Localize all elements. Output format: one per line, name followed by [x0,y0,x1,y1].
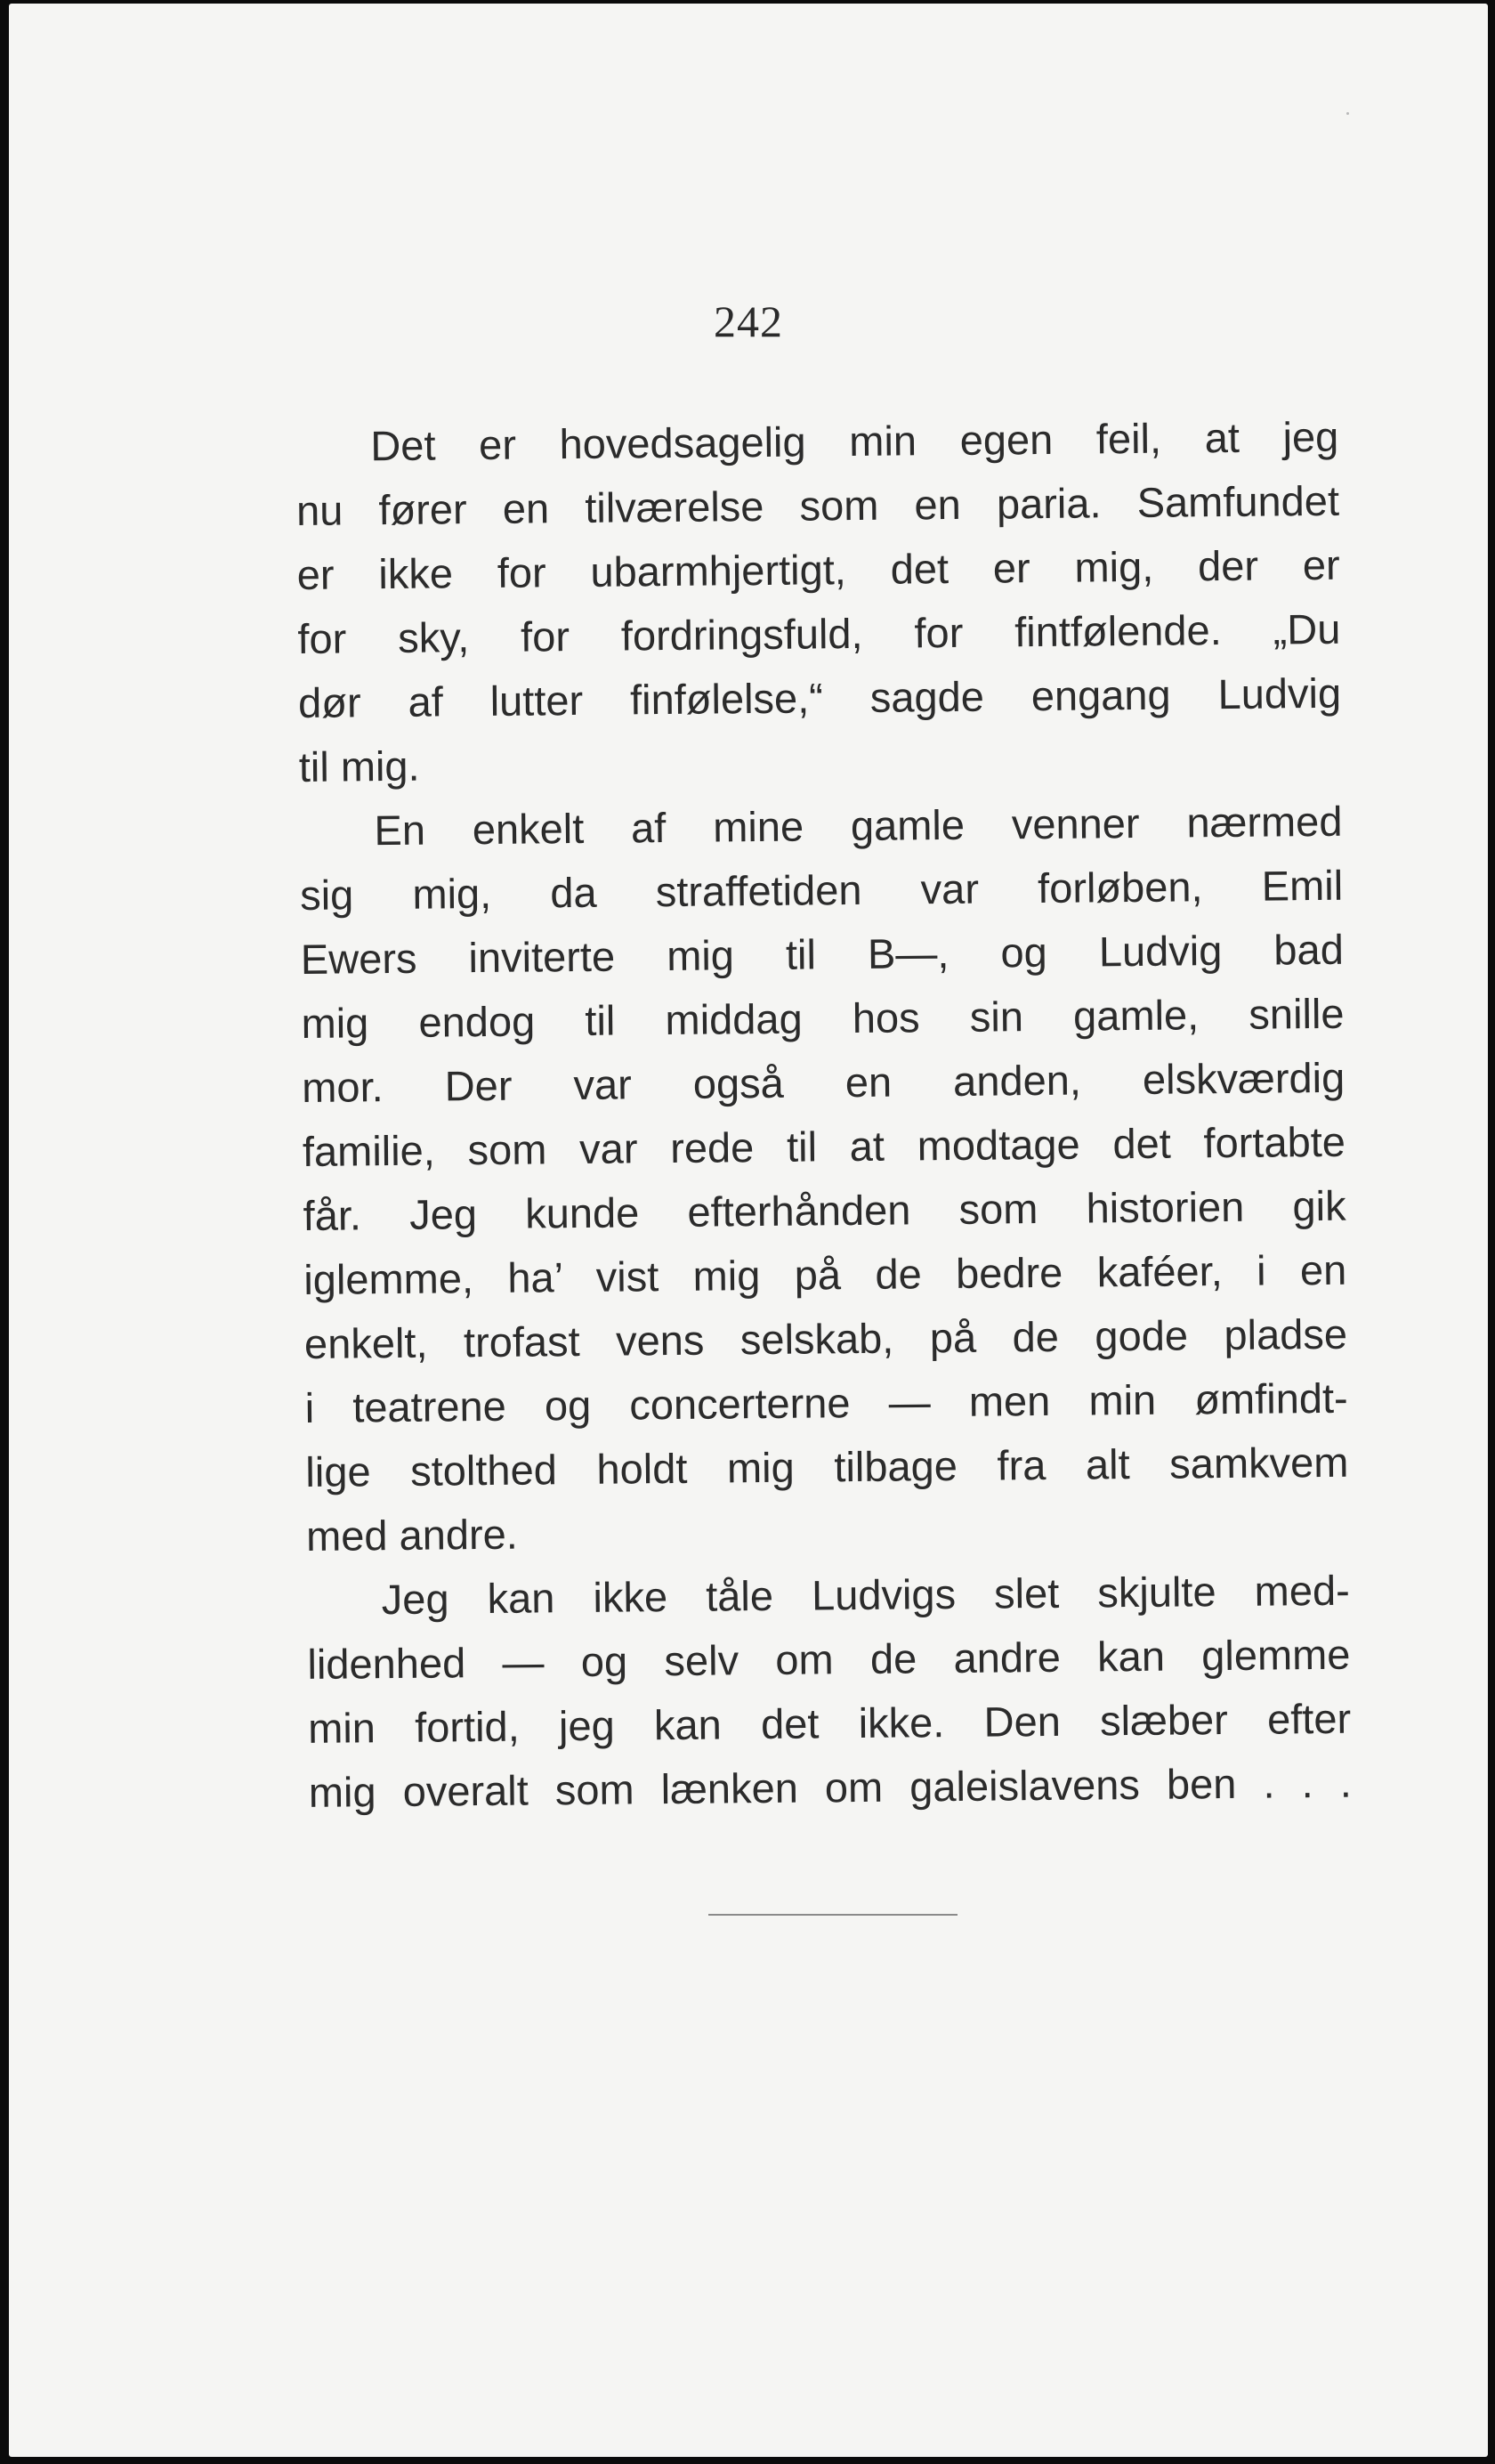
paragraph-3-line-3: min fortid, jeg kan det ikke. Den slæber efter [307,1694,1352,1752]
paragraph-3-line-4: mig overalt som lænken om galeislavens ben . . . [308,1758,1353,1816]
paragraph-1-line-2: nu fører en tilværelse som en paria. Samfundet [295,476,1340,534]
paragraph-2-line-7: får. Jeg kunde efterhånden som historien gik [303,1181,1346,1239]
paragraph-1-line-5: dør af lutter finfølelse,“ sagde engang Ludvig [297,669,1342,726]
paragraph-1-line-1: Det er hovedsagelig min egen feil, at jeg [370,412,1339,470]
paragraph-2-line-3: Ewers inviterte mig til B—, og Ludvig bad [300,925,1345,983]
paragraph-2-line-9: enkelt, trofast vens selskab, på de gode pladse [303,1309,1348,1367]
paragraph-2-line-2: sig mig, da straffetiden var forløben, Emil [299,861,1344,919]
paper-speck [1346,112,1349,115]
paragraph-1-line-6: til mig. [298,742,420,790]
paragraph-1-line-3: er ikke for ubarmhjertigt, det er mig, der er [296,540,1340,598]
paragraph-2-line-8: iglemme, ha’ vist mig på de bedre kaféer, i en [303,1245,1347,1303]
end-rule-divider [708,1914,958,1916]
paragraph-2-line-1: En enkelt af mine gamle venner nærmed [374,797,1343,855]
book-page [9,4,1488,2457]
paragraph-2-line-5: mor. Der var også en anden, elskværdig [301,1053,1346,1111]
paragraph-3-line-1: Jeg kan ikke tåle Ludvigs slet skjulte med- [381,1566,1350,1624]
paragraph-2-line-12: med andre. [305,1510,519,1560]
paragraph-2-line-4: mig endog til middag hos sin gamle, snille [301,989,1345,1047]
paragraph-2-line-6: familie, som var rede til at modtage det fortabte [302,1117,1346,1175]
body-text [295,405,1352,1825]
paragraph-3-line-2: lidenhed — og selv om de andre kan glemme [307,1630,1351,1688]
paragraph-1-line-4: for sky, for fordringsfuld, for fintfølende. „Du [297,604,1341,662]
paragraph-2-line-10: i teatrene og concerterne — men min ømfindt- [304,1374,1348,1431]
paragraph-2-line-11: lige stolthed holdt mig tilbage fra alt samkvem [305,1438,1349,1495]
page-number: 242 [714,296,783,346]
